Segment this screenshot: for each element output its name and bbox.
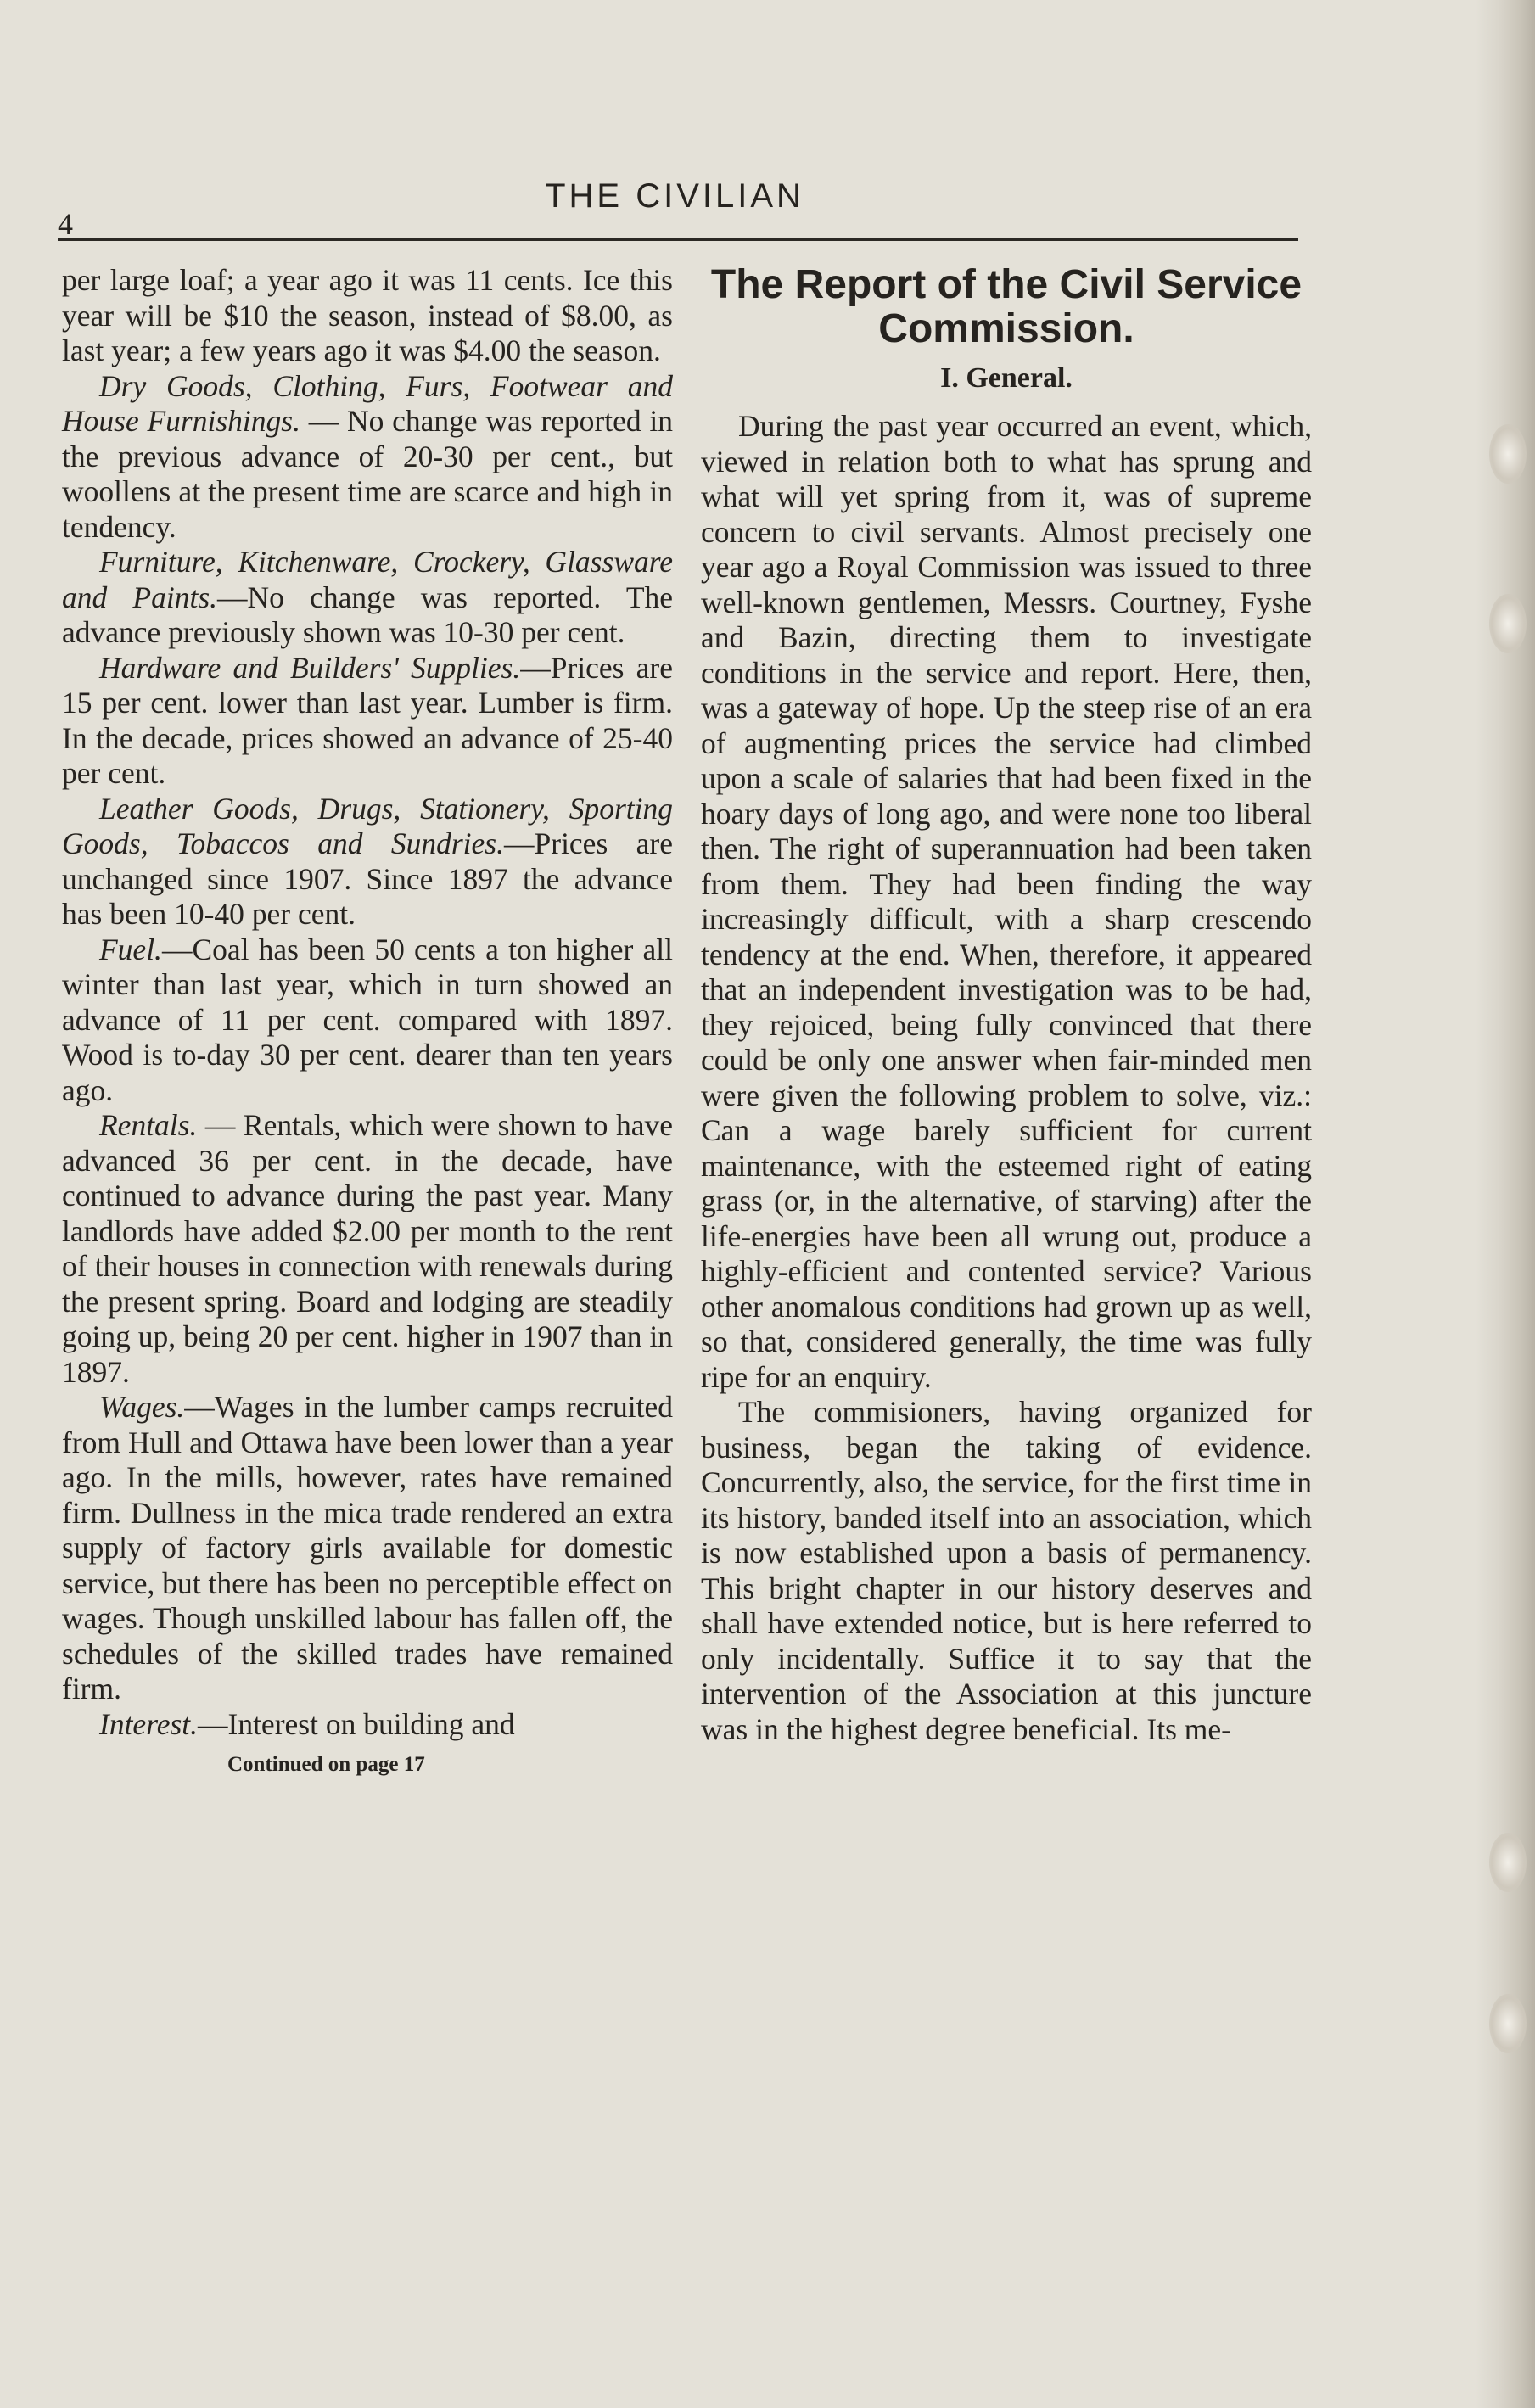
paragraph-wages: [62, 1390, 673, 1707]
paragraph: During the past year occurred an event, which, viewed in relation both to what has sprung and what will yet spring from it, was of supreme concern to civil servants. Almost precisely one year ago a Royal Commission was issued to three well-known gentlemen, Messrs. Courtney, Fyshe and Bazin, directing them to investigate conditions in the service and report. Here, then, was a gateway of hope. Up the steep rise of an era of augmenting prices the service had climbed upon a scale of salaries that had been fixed in the hoary days of long ago, and were none too liberal then. The right of superannuation had been taken from them. They had been finding the way increasingly difficult, with a sharp crescendo tendency at the end. When, therefore, it appeared that an independent investigation was to be had, they rejoiced, being fully convinced that there could be only one answer when fair-minded men were given the following problem to solve, viz.: Can a wage barely sufficient for current maintenance, with the esteemed right of eating grass (or, in the alternative, of starving) after the life-energies have been all wrung out, produce a highly-efficient and contented service? Various other anomalous conditions had grown up as well, so that, considered generally, the time was fully ripe for an enquiry.: [701, 409, 1312, 1394]
paragraph-text: —Coal has been 50 cents a ton higher all winter than last year, which in turn showed an advance of 11 per cent. compared with 1897. Wood is to-day 30 per cent. dearer than ten years ago.: [62, 932, 673, 1107]
page-number: 4: [58, 207, 73, 241]
paragraph-lead: Furniture, Kitchenware, Crockery, Glassware and Paints.: [62, 545, 673, 614]
paragraph-lead: Rentals.: [99, 1108, 198, 1142]
article-title: The Report of the Civil Service Commission.: [710, 262, 1303, 351]
binding-hole-mark: [1489, 424, 1527, 484]
paragraph-text: —Prices are unchanged since 1907. Since 1897 the advance has been 10-40 per cent.: [62, 826, 674, 931]
paragraph-leather-goods: [62, 792, 673, 932]
paragraph-lead: Wages.: [99, 1390, 185, 1424]
binding-hole-mark: [1489, 594, 1527, 653]
paragraph-text: —Wages in the lumber camps recruited from Hull and Ottawa have been lower than a year ago. In the mills, however, rates have remained firm. Dullness in the mica trade rendered an extra supply of factory girls available for domestic service, but there has been no perceptible effect on wages. Though unskilled labour has fallen off, the schedules of the skilled trades have remained firm.: [62, 1390, 673, 1705]
paragraph-interest: [62, 1707, 673, 1743]
paragraph-fuel: [62, 932, 673, 1109]
paragraph-hardware: [62, 651, 673, 792]
running-title: THE CIVILIAN: [545, 177, 804, 215]
paragraph-text: —Prices are 15 per cent. lower than last year. Lumber is firm. In the decade, prices showed an advance of 25-40 per cent.: [62, 650, 674, 790]
left-column: [62, 263, 673, 1779]
paragraph-rentals: [62, 1108, 673, 1390]
paragraph-text: —Interest on building and: [198, 1706, 515, 1741]
binding-hole-mark: [1489, 1833, 1527, 1892]
paragraph-lead: Dry Goods, Clothing, Furs, Footwear and House Furnishings.: [62, 368, 673, 438]
header-rule: [58, 238, 1298, 241]
section-heading: I. General.: [940, 362, 1073, 394]
page-edge: [1476, 0, 1535, 2408]
paragraph-dry-goods: [62, 369, 673, 546]
paragraph-lead: Leather Goods, Drugs, Stationery, Sporting Goods, Tobaccos and Sundries.: [62, 791, 673, 860]
paragraph-text: — No change was reported in the previous advance of 20-30 per cent., but woollens at the present time are scarce and high in tendency.: [62, 404, 673, 544]
paragraph: per large loaf; a year ago it was 11 cents. Ice this year will be $10 the season, instead of $8.00, as last year; a few years ago it was $4.00 the season.: [62, 263, 673, 367]
right-column: [701, 263, 1312, 1747]
paragraph: The commisioners, having organized for business, began the taking of evidence. Concurrently, also, the service, for the first time in its history, banded itself into an association, which is now established upon a basis of permanency. This bright chapter in our history deserves and shall have extended notice, but is here referred to only incidentally. Suffice it to say that the intervention of the Association at this juncture was in the highest degree beneficial. Its me-: [701, 1395, 1312, 1746]
page-header: [51, 174, 1298, 250]
paragraph-lead: Interest.: [99, 1706, 198, 1741]
continued-note: Continued on page 17: [227, 1753, 425, 1776]
paragraph-text: — Rentals, which were shown to have advanced 36 per cent. in the decade, have continued to advance during the past year. Many landlords have added $2.00 per month to the rent of their houses in connection with renewals during the present spring. Board and lodging are steadily going up, being 20 per cent. higher in 1907 than in 1897.: [62, 1108, 673, 1389]
paragraph-furniture: [62, 545, 673, 651]
paragraph-text: —No change was reported. The advance previously shown was 10-30 per cent.: [62, 580, 674, 649]
paragraph-lead: Fuel.: [99, 932, 162, 966]
paragraph-lead: Hardware and Builders' Supplies.: [99, 650, 521, 685]
binding-hole-mark: [1489, 1994, 1527, 2053]
